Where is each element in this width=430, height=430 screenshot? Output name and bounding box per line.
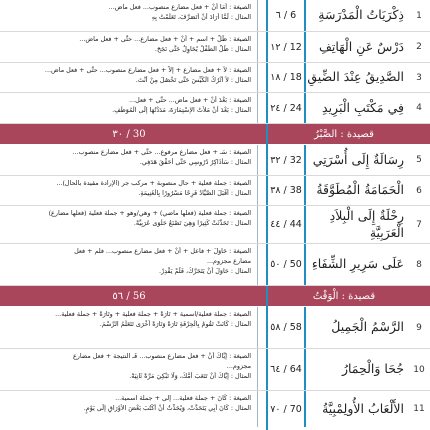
- poem-title: قصيدة : الْوَقْتُ: [312, 290, 376, 302]
- lesson-title: الرَّسْمُ الْجَمِيلُ: [331, 319, 404, 335]
- lesson-title: الأَلْعَابُ الأُولِمْبِيَّةُ: [322, 400, 404, 416]
- lesson-row-1[interactable]: [0, 0, 430, 32]
- lesson-title: عَلَى سَرِيرِ الشِّفَاءِ: [311, 256, 404, 272]
- lesson-description: الصيغة : بَعْدَ أنْ + فعل ماض... حتَّى + فعل... المثال : بَعْدَ أنْ مَلأتُ الاِسْتِمَارَةَ، مَدَدْتُهَا إلَى الْمُوَظَّفِ.: [0, 93, 258, 123]
- lesson-description: الصيغة : سَـ + فعل مضارع مرفوع... حتَّى + فعل مضارع منصوب... المثال : سَأُذَاكِرُ دُرُوسِي حَتَّى أُحَقِّقَ هَدَفِي.: [0, 145, 258, 175]
- lesson-row-10[interactable]: [0, 349, 430, 391]
- lesson-number: 10: [413, 364, 425, 375]
- page-number: 24 / ٢٤: [268, 93, 306, 123]
- lesson-description: الصيغة : جملة فعلية + حال منصوبة + مركب جر (الإرادة مقيدة بالحال)... المثال : أقْبَلَ الصَّيَّادُ فَرِحًا مَسْرُورًا بِالْغَنِيمَةِ.: [0, 176, 258, 205]
- lesson-row-5[interactable]: [0, 145, 430, 176]
- lesson-row-2[interactable]: [0, 32, 430, 63]
- lesson-title: الصَّدِيقُ عِنْدَ الضِّيقِ: [307, 69, 404, 85]
- lesson-description: الصيغة : لاَ + فعل مضارع + إلاَّ + فعل مضارع منصوب... حتَّى + فعل ماض... المثال : لاَ أتْرُكُ الْكَيِّسَ حَتَّى تَحْصُلَ مِنْ أنْتَ.: [0, 63, 258, 92]
- lesson-description: الصيغة : كَانَ + جملة فعلية... إلى + جملة اسمية... المثال : كَانَ أبِي يَتَحَدَّثُ، وَيُحَدِّثُ أنْ أكْتُبَ بَعْضَ الأَوْرَاقِ إلَى يَوْمٍ.: [0, 391, 258, 427]
- lesson-title: ذِكْرَيَاتُ الْمَدْرَسَةِ: [318, 7, 404, 23]
- lesson-description: الصيغة : ظَلَّ + اسم + أنْ + فعل مضارع... حتَّى + فعل ماض... المثال : ظَلَّ الطِّفْلُ يُحَاوِلُ حَتَّى نَجَحَ.: [0, 32, 258, 62]
- lesson-description: الصيغة : أمَا أنْ + فعل مضارع منصوب... فعل ماض... المثال : لَمَّا أرَادَ أنْ أتَصَرَّفَ، تَعَلَّمْتُ بِهِ: [0, 0, 258, 31]
- page-number: 50 / ٥٠: [268, 244, 306, 285]
- lesson-row-7[interactable]: [0, 206, 430, 244]
- page-number: 70 / ٧٠: [268, 391, 306, 427]
- lesson-number: 6: [416, 185, 422, 196]
- lesson-description: الصيغة : جملة فعلية (فعلها ماضي) + وهي/وهو + جملة فعلية (فعلها مضارع) المثال : تَحَدَّثَتْ كَثِيرًا وَهِيَ تَصْنَعُ حَلْوَى عَرَبِيَّةً.: [0, 206, 258, 243]
- page-number: 6 / ٦: [268, 0, 306, 31]
- page-number: 44 / ٤٤: [268, 206, 306, 243]
- lesson-row-4[interactable]: [0, 93, 430, 124]
- lesson-number: 9: [416, 322, 422, 333]
- page-number: 58 / ٥٨: [268, 307, 306, 348]
- lesson-row-6[interactable]: [0, 176, 430, 206]
- page-number: 12 / ١٢: [268, 32, 306, 62]
- lesson-title: دَرْسٌ عَنِ الْهَاتِفِ: [318, 38, 404, 54]
- lesson-description: الصيغة : جملة فعلية/اسمية + تَارَةً + جملة فعلية + وتَارَةً + جملة فعلية... المثال : كَانَتْ تَقُومُ بِالْحِرْفَةِ تَارَةً وَتَارَةً أُخْرَى تَتَعَلَّمُ الرَّسْمَ.: [0, 307, 258, 348]
- lesson-row-9[interactable]: [0, 307, 430, 349]
- lesson-number: 2: [416, 42, 422, 52]
- lesson-number: 5: [416, 155, 422, 165]
- lesson-number: 1: [416, 10, 422, 21]
- lesson-number: 7: [416, 219, 422, 230]
- page-number: 18 / ١٨: [268, 63, 306, 92]
- lesson-title: الْحَمَامَةُ الْمُطَوَّقَةُ: [316, 182, 404, 198]
- lesson-row-8[interactable]: [0, 244, 430, 286]
- section-header-poem-patience[interactable]: [0, 124, 430, 145]
- poem-page-number: 56 / ٥٦: [112, 290, 146, 302]
- page-number: 64 / ٦٤: [268, 349, 306, 390]
- lesson-description: الصيغة : حَاوَلَ + فاعل + أنْ + فعل مضارع منصوب... فلم + فعل مضارع مجزوم... المثال : حَاوَلَ أنْ يَتَحَرَّكَ، فَلَمْ يَقْدِرْ.: [0, 244, 258, 285]
- lesson-row-3[interactable]: [0, 63, 430, 93]
- lesson-number: 11: [413, 404, 425, 414]
- lesson-title: رِسَالَةٌ إِلَى أُسْرَتِي: [312, 151, 404, 167]
- lesson-number: 3: [416, 72, 422, 83]
- lesson-number: 4: [416, 103, 422, 113]
- poem-title: قصيدة : الصَّبْرُ: [314, 128, 374, 140]
- lesson-title: فِي مَكْتَبِ الْبَرِيدِ: [322, 99, 404, 115]
- lesson-title: جُحَا وَالْحِمَارُ: [341, 361, 404, 377]
- section-header-poem-time[interactable]: [0, 286, 430, 307]
- lesson-description: الصيغة : إيَّاكَ أنْ + فعل مضارع منصوب... فَـ النتيجة + فعل مضارع مجزوم... المثال : إيَّاكَ أنْ تَتَعَبَ أُمَّكَ، وَلَا تَبْكِيَ مَرَّةً ثَانِيَةً.: [0, 349, 258, 390]
- page-number: 38 / ٣٨: [268, 176, 306, 205]
- lesson-number: 8: [416, 259, 422, 270]
- poem-page-number: 30 / ٣٠: [112, 128, 146, 140]
- page-number: 32 / ٣٢: [268, 145, 306, 175]
- lesson-row-11[interactable]: [0, 391, 430, 427]
- lesson-title: رِحْلَةٌ إِلَى الْبِلاَدِ الْعَرَبِيَّةِ: [329, 207, 404, 240]
